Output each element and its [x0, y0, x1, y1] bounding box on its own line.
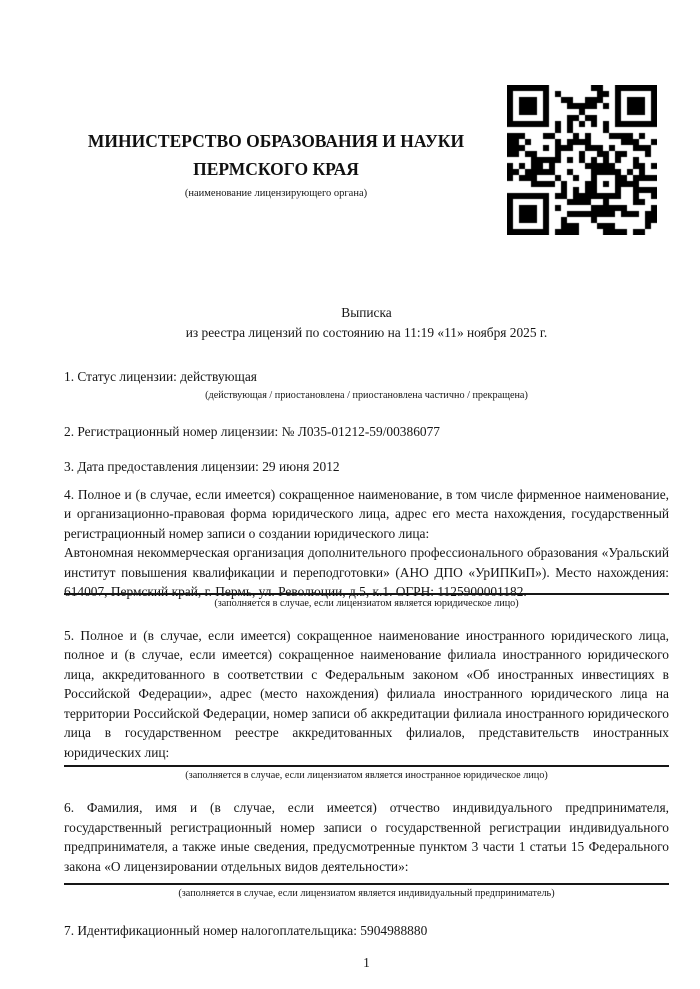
foreign-entity-label: 5. Полное и (в случае, если имеется) сокращенное наименование иностранного юридического лица, полное и (в случае, если имеется) сокращенное наименование филиала иностранного юридического лица, аккредитованного в соответствии с Федеральным законом «Об иностранных инвестициях в Российской Федерации», адрес (место нахождения) филиала иностранного юридического лица на территории Российской Федерации, номер записи об аккредитации филиала иностранного юридического лица в государственном реестре аккредитованных филиалов, представительств иностранных юридических лиц:: [64, 627, 669, 760]
document-title-block: [64, 303, 669, 342]
licensing-authority-block: [64, 128, 488, 200]
qr-code-icon: [507, 85, 657, 235]
ministry-name-line1: МИНИСТЕРСТВО ОБРАЗОВАНИЯ И НАУКИ: [87, 131, 465, 151]
license-status-options-caption: (действующая / приостановлена / приостановлена частично / прекращена): [205, 389, 528, 401]
ministry-name: [64, 128, 488, 183]
entrepreneur-fill-rule: [64, 883, 669, 885]
license-status-line: 1. Статус лицензии: действующая: [64, 369, 257, 384]
entrepreneur-label: 6. Фамилия, имя и (в случае, если имеется) отчество индивидуального предпринимателя, государственный регистрационный номер записи о государственной регистрации индивидуального предпринимателя, а также иные сведения, предусмотренные пунктом 3 части 1 статьи 15 Федерального закона «О лицензировании отдельных видов деятельности»:: [64, 800, 669, 874]
foreign-entity-section: [64, 626, 669, 783]
legal-entity-label: 4. Полное и (в случае, если имеется) сокращенное наименование, в том числе фирменное наименование, и организационно-правовая форма юридического лица, адрес его места нахождения, государственный регистрационный номер записи о создании юридического лица:: [64, 486, 669, 541]
entrepreneur-section: [64, 798, 669, 900]
legal-entity-value: Автономная некоммерческая организация дополнительного профессионального образования «Уральский институт повышения квалификации и переподготовки» (АНО ДПО «УрИПКиП»). Место нахождения: 614007, Пермский край, г. Пермь, ул. Революции, д.5, к.1. ОГРН: 1125900001182.: [64, 545, 669, 599]
ministry-caption: (наименование лицензирующего органа): [184, 188, 368, 199]
ministry-name-line2: ПЕРМСКОГО КРАЯ: [193, 158, 359, 179]
document-body: [64, 303, 669, 972]
foreign-entity-fill-rule: [64, 765, 669, 767]
foreign-entity-caption: (заполняется в случае, если лицензиатом является иностранное юридическое лицо): [185, 770, 548, 781]
grant-date-line: 3. Дата предоставления лицензии: 29 июня 2012: [64, 459, 340, 474]
legal-entity-caption: (заполняется в случае, если лицензиатом является юридическое лицо): [214, 597, 519, 609]
document-title: Выписка: [341, 305, 392, 320]
legal-entity-section: [64, 485, 669, 610]
taxpayer-number-line: 7. Идентификационный номер налогоплательщика: 5904988880: [64, 923, 428, 938]
document-header: [0, 0, 700, 275]
entrepreneur-caption: (заполняется в случае, если лицензиатом является индивидуальный предприниматель): [178, 888, 555, 899]
registration-number-line: 2. Регистрационный номер лицензии: № Л035-01212-59/00386077: [64, 423, 440, 439]
page-number: 1: [363, 954, 370, 970]
document-subtitle: из реестра лицензий по состоянию на 11:19 «11» ноября 2025 г.: [185, 324, 548, 340]
